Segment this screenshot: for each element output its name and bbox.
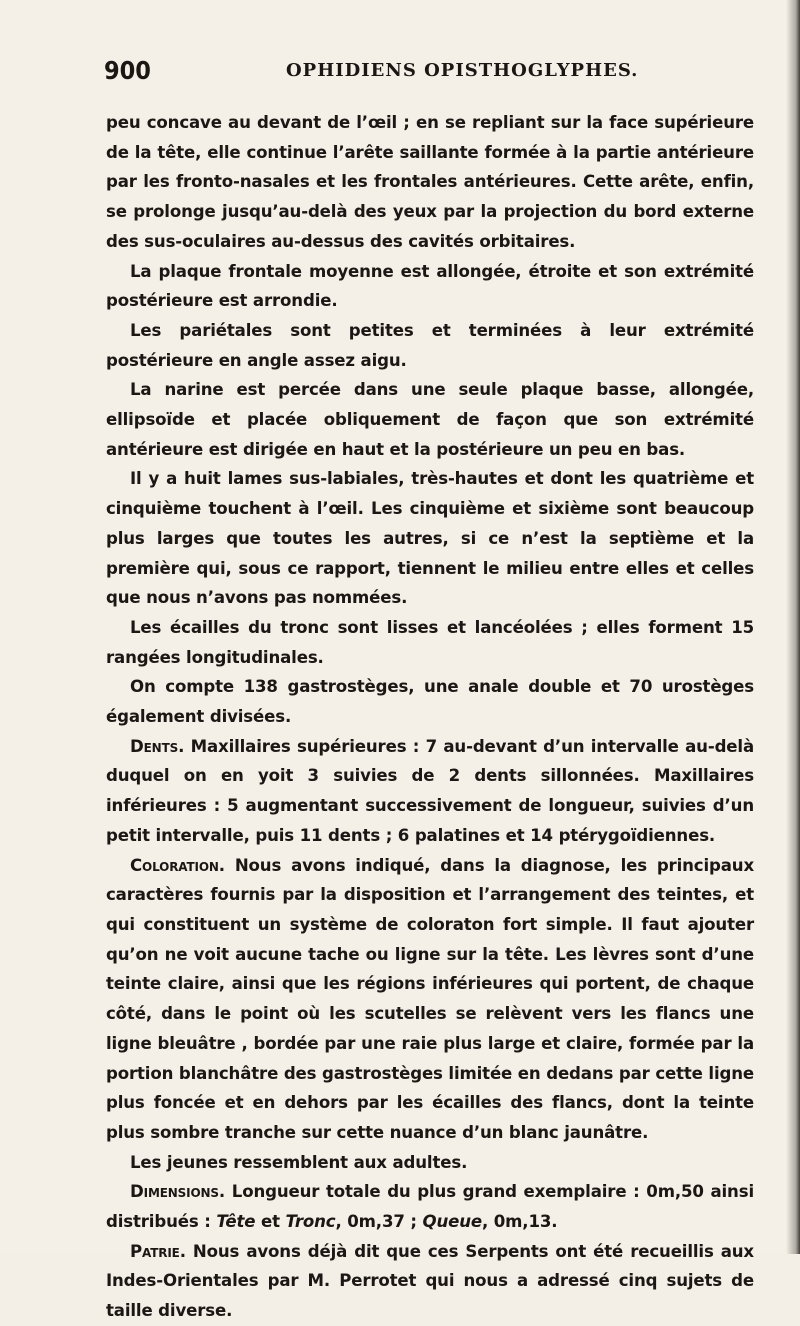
paragraph-dents <box>106 732 754 851</box>
running-title: OPHIDIENS OPISTHOGLYPHES. <box>286 60 639 81</box>
body-text <box>106 108 754 1326</box>
dimensions-queue: Queue <box>422 1212 482 1232</box>
paragraph-3: Les pariétales sont petites et terminées à leur extrémité postérieure en angle assez aigu. <box>106 320 754 370</box>
section-lead-coloration: Coloration. <box>130 855 225 875</box>
paragraph-5: Il y a huit lames sus-labiales, très-hautes et dont les quatrième et cinquième touchent à l’œil. Les cinquième et sixième sont beaucoup plus larges que toutes les autres, si ce n’est la septième et la première qui, sous ce rapport, tiennent le milieu entre elles et celles que nous n’avons pas nommées. <box>106 469 754 608</box>
coloration-text: Nous avons indiqué, dans la diagnose, les principaux caractères fournis par la disposition et l’arrangement des teintes, et qui constituent un système de coloraton fort simple. Il faut ajouter qu’on ne voit aucune tache ou ligne sur la tête. Les lèvres sont d’une teinte claire, ainsi que les régions inférieures qui portent, de chaque côté, dans le point où les scutelles se relèvent vers les flancs une ligne bleuâtre , bordée par une raie plus large et claire, formée par la portion blanchâtre des gastrostèges limitée en dedans par cette ligne plus foncée et en dehors par les écailles des flancs, dont la teinte plus sombre tranche sur cette nuance d’un blanc jaunâtre. <box>106 855 754 1142</box>
dents-text: Maxillaires supérieures : 7 au-devant d’un intervalle au-delà duquel on en yoit 3 suivies de 2 dents sillonnées. Maxillaires inférieures : 5 augmentant successivement de longueur, suivies d’un petit intervalle, puis 11 dents ; 6 palatines et 14 ptérygoïdiennes. <box>106 736 754 845</box>
dimensions-tronc: Tronc <box>285 1212 336 1232</box>
paragraph-7: On compte 138 gastrostèges, une anale double et 70 urostèges également divisées. <box>106 677 754 727</box>
paragraph-6: Les écailles du tronc sont lisses et lancéolées ; elles forment 15 rangées longitudinales. <box>106 617 754 667</box>
page-number: 900 <box>104 56 151 85</box>
paragraph-4: La narine est percée dans une seule plaque basse, allongée, ellipsoïde et placée obliquement de façon que son extrémité antérieure est dirigée en haut et la postérieure un peu en bas. <box>106 380 754 459</box>
dimensions-text-2: et <box>255 1212 286 1232</box>
paragraph-coloration <box>106 851 754 1148</box>
dimensions-text-4: , 0m,13. <box>481 1212 558 1232</box>
section-lead-patrie: Patrie. <box>130 1241 186 1261</box>
dimensions-tete: Tête <box>216 1212 256 1232</box>
paragraph-dimensions <box>106 1177 754 1236</box>
dimensions-text-3: , 0m,37 ; <box>335 1212 423 1232</box>
page-header <box>104 56 740 96</box>
paragraph-1: peu concave au devant de l’œil ; en se repliant sur la face supérieure de la tête, elle continue l’arête saillante formée à la partie antérieure par les fronto-nasales et les frontales antérieures. Cette arête, enfin, se prolonge jusqu’au-delà des yeux par la projection du bord externe des sus-oculaires au-dessus des cavités orbitaires. <box>106 113 754 251</box>
page-edge-shadow <box>786 0 800 1254</box>
paragraph-2: La plaque frontale moyenne est allongée, étroite et son extrémité postérieure est arrondie. <box>106 261 754 311</box>
paragraph-jeunes: Les jeunes ressemblent aux adultes. <box>130 1152 468 1172</box>
section-lead-dents: Dents. <box>130 736 185 756</box>
patrie-text: Nous avons déjà dit que ces Serpents ont été recueillis aux Indes-Orientales par M. Perrotet qui nous a adressé cinq sujets de taille diverse. <box>106 1241 754 1321</box>
paragraph-patrie <box>106 1237 754 1326</box>
section-lead-dimensions: Dimensions. <box>130 1182 226 1202</box>
dimensions-text-1: Longueur totale du plus grand exemplaire : 0m,50 ainsi distribués : <box>106 1182 754 1232</box>
